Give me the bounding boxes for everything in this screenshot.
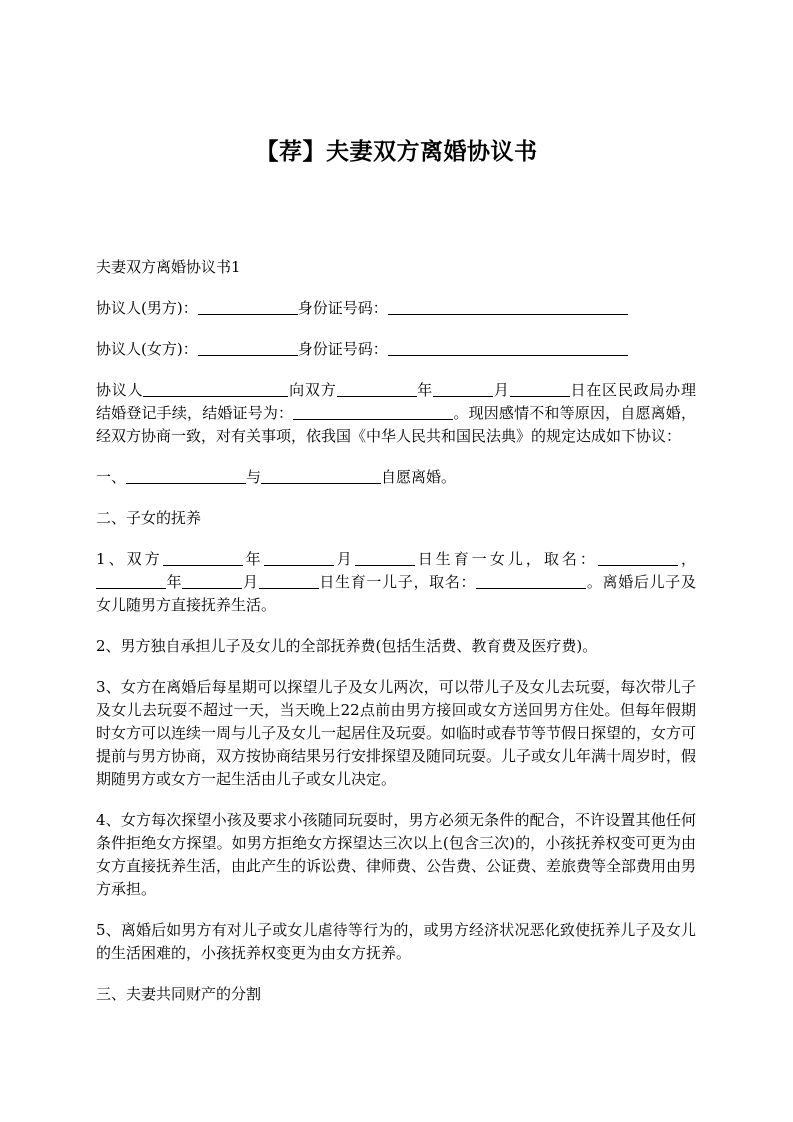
- day-blank: [259, 573, 319, 589]
- item-one-text: 与: [246, 468, 262, 486]
- female-id-label: 身份证号码：: [297, 340, 388, 358]
- children-text: 日生育一女儿，取名：: [414, 550, 598, 568]
- son-name-blank: [476, 573, 586, 589]
- male-name-blank: [198, 299, 298, 315]
- party-b-blank: [261, 468, 381, 484]
- children-item-1: [96, 548, 696, 617]
- document-title: 【荐】夫妻双方离婚协议书: [255, 139, 538, 165]
- female-id-blank: [388, 340, 628, 356]
- item-one-text: 自愿离婚。: [381, 468, 457, 486]
- intro-text: 。现因感情不和等原因，自愿离婚，经双方协商一致，对有关事项，依我国《中华人民共和国民法典》的规定达成如下协议：: [96, 404, 696, 445]
- children-text: 年: [242, 550, 264, 568]
- party-female-label: 协议人(女方)：: [96, 340, 198, 358]
- intro-text: 向双方: [288, 381, 337, 399]
- children-item-2: 2、男方独自承担儿子及女儿的全部抚养费(包括生活费、教育费及医疗费)。: [96, 637, 598, 655]
- item-one: [96, 466, 696, 489]
- party-male-line: [96, 297, 696, 320]
- year-blank: [337, 381, 417, 397]
- day-blank: [355, 550, 415, 566]
- party-male-label: 协议人(男方)：: [96, 299, 198, 317]
- children-item-3: 3、女方在离婚后每星期可以探望儿子及女儿两次，可以带儿子及女儿去玩耍，每次带儿子及女儿去玩耍不超过一天，当天晚上22点前由男方接回或女方送回男方住处。但每年假期时女方可以连续一周与儿子及女儿一起居住及玩耍。如临时或春节等节假日探望的，女方可提前与男方协商，双方按协商结果另行安排探望及随同玩耍。儿子或女儿年满十周岁时，假期随男方或女方一起生活由儿子或女儿决定。: [96, 678, 697, 788]
- children-text: 月: [242, 573, 259, 591]
- year-blank: [163, 550, 243, 566]
- intro-paragraph: [96, 379, 696, 448]
- party-female-line: [96, 338, 696, 361]
- year-blank: [96, 573, 166, 589]
- children-text: ，: [677, 550, 696, 568]
- item-one-text: 一、: [96, 468, 127, 486]
- children-text: 年: [166, 573, 183, 591]
- agreement-subtitle: 夫妻双方离婚协议书1: [96, 258, 241, 276]
- children-text: 1、双方: [96, 550, 163, 568]
- children-text: 月: [333, 550, 355, 568]
- children-text: 。离婚后儿子及女儿随男方直接抚养生活。: [96, 573, 696, 614]
- document-body: [96, 256, 696, 1024]
- children-item-4: 4、女方每次探望小孩及要求小孩随同玩耍时，男方必须无条件的配合，不许设置其他任何条件拒绝女方探望。如男方拒绝女方探望达三次以上(包含三次)的，小孩抚养权变可更为由女方直接抚养生活，由此产生的诉讼费、律师费、公告费、公证费、差旅费等全部费用由男方承担。: [96, 811, 697, 898]
- female-name-blank: [198, 340, 298, 356]
- intro-text: 年: [416, 381, 434, 399]
- month-blank: [433, 381, 493, 397]
- male-id-label: 身份证号码：: [297, 299, 388, 317]
- month-blank: [182, 573, 242, 589]
- intro-text: 协议人: [96, 381, 144, 399]
- children-item-5: 5、离婚后如男方有对儿子或女儿虐待等行为的，或男方经济状况恶化致使抚养儿子及女儿的生活困难的，小孩抚养权变更为由女方抚养。: [96, 921, 696, 962]
- party-a-blank: [126, 468, 246, 484]
- daughter-name-blank: [598, 550, 678, 566]
- section-heading-children: 二、子女的抚养: [96, 509, 202, 527]
- parties-blank: [143, 381, 288, 397]
- intro-text: 月: [493, 381, 510, 399]
- section-heading-property: 三、夫妻共同财产的分割: [96, 985, 262, 1003]
- marriage-cert-blank: [293, 404, 453, 420]
- intro-text: 日在区民政局办理结婚登记手续，结婚证号为：: [96, 381, 696, 422]
- month-blank: [264, 550, 334, 566]
- day-blank: [510, 381, 570, 397]
- male-id-blank: [388, 299, 628, 315]
- children-text: 日生育一儿子，取名：: [318, 573, 477, 591]
